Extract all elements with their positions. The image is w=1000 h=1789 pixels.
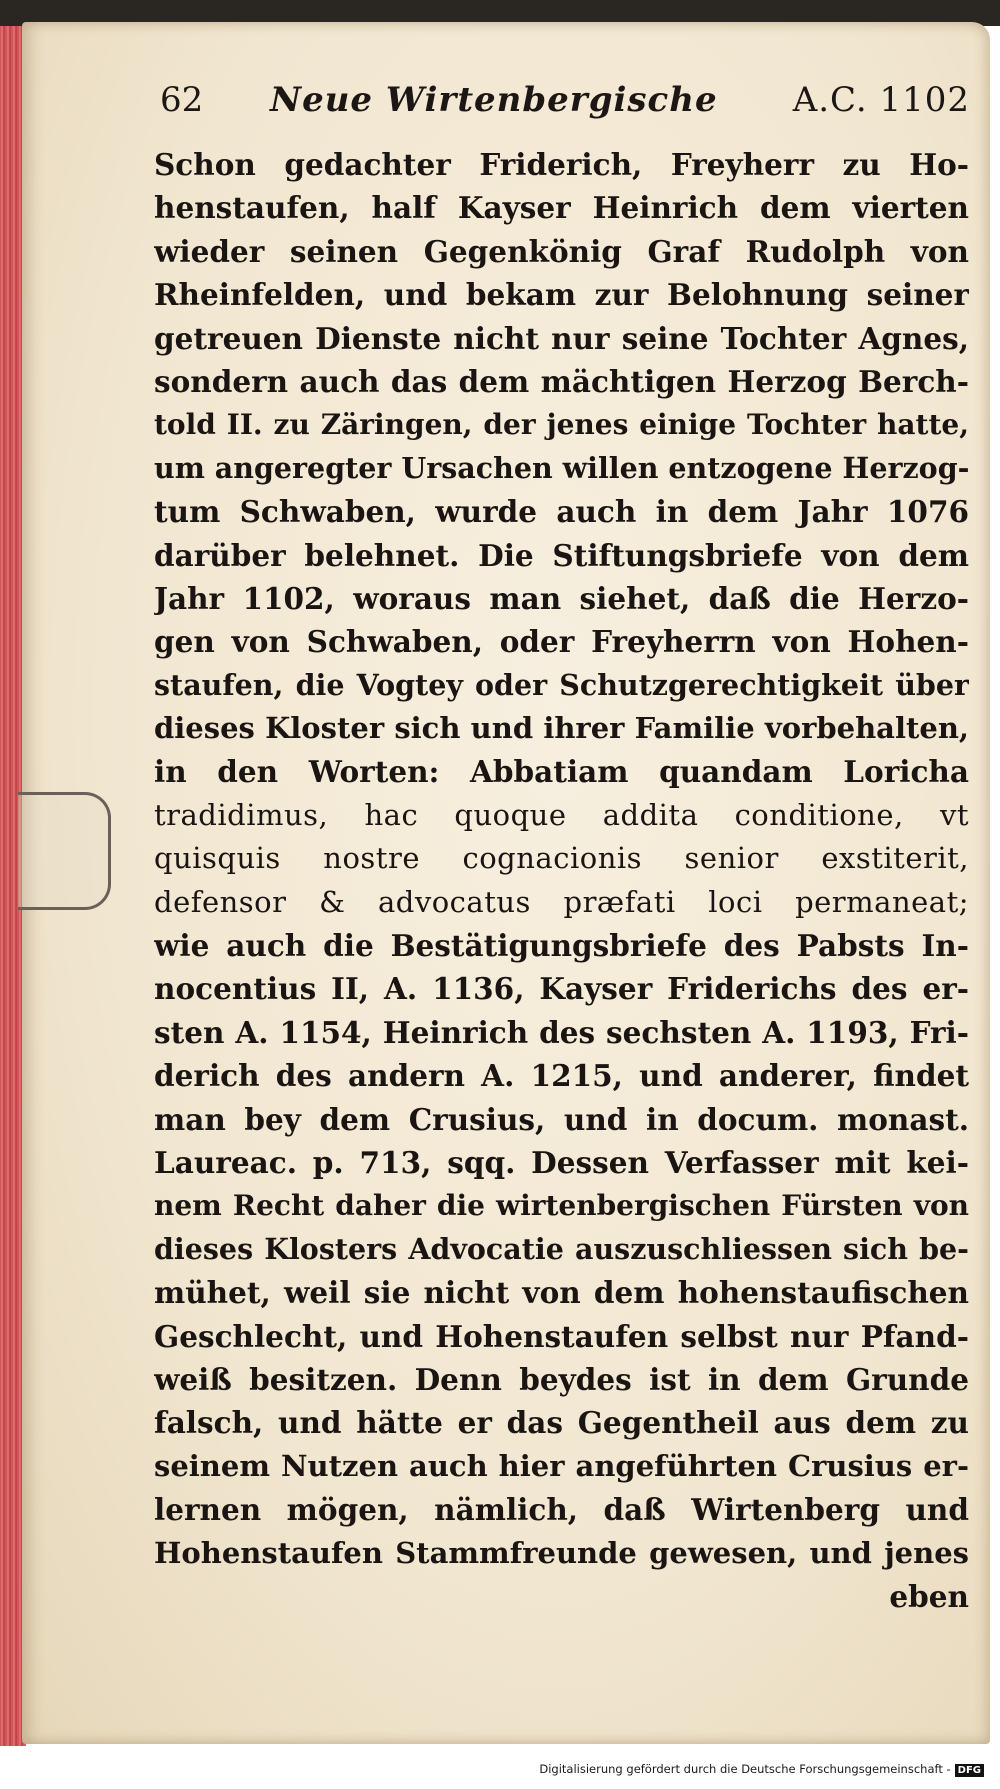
header-year: A.C. 1102 [792,80,970,120]
text-line: darüber belehnet. Die Stiftungsbriefe von dem [154,537,969,573]
book-clasp [18,792,111,910]
text-line: sten A. 1154, Heinrich des sechsten A. 1193, Fri- [154,1014,969,1050]
text-line: Schon gedachter Friderich, Freyherr zu Ho- [154,147,969,182]
text-line: wie auch die Bestätigungsbriefe des Pabsts In- [154,928,969,964]
text-line: Jahr 1102, woraus man siehet, daß die Herzo- [154,580,969,616]
dfg-logo: DFG [955,1764,984,1777]
text-line: tum Schwaben, wurde auch in dem Jahr 1076 [154,494,969,530]
text-line: dieses Klosters Advocatie auszuschliessen sich be- [154,1231,969,1266]
text-line: henstaufen, half Kayser Heinrich dem vierten [154,190,969,226]
digitization-credit [539,1762,984,1777]
credit-text: Digitalisierung gefördert durch die Deutsche Forschungsgemeinschaft - [539,1762,951,1776]
text-line: told II. zu Zäringen, der jenes einige Tochter hatte, [154,408,969,442]
body-text [154,143,969,1618]
text-line: weiß besitzen. Denn beydes ist in dem Grunde [154,1361,969,1397]
text-line: gen von Schwaben, oder Freyherrn von Hohen- [154,624,969,660]
text-line: nem Recht daher die wirtenbergischen Fürsten von [154,1189,969,1223]
catchword: eben [889,1578,969,1614]
text-line: man bey dem Crusius, und in docum. monast. [154,1101,969,1137]
text-line: staufen, die Vogtey oder Schutzgerechtigkeit über [154,667,969,702]
latin-quote-line: tradidimus, hac quoque addita conditione, vt [154,797,969,832]
text-line: sondern auch das dem mächtigen Herzog Berch- [154,363,969,399]
text-line: Geschlecht, und Hohenstaufen selbst nur Pfand- [154,1318,969,1354]
page-header [160,80,970,130]
text-line: Laureac. p. 713, sqq. Dessen Verfasser mit kei- [154,1144,969,1180]
text-line: in den Worten: Abbatiam quandam Loricha [154,754,969,790]
latin-quote-line: quisquis nostre cognacionis senior exstiterit, [154,841,969,876]
text-line: Rheinfelden, und bekam zur Belohnung seiner [154,277,969,313]
text-line: lernen mögen, nämlich, daß Wirtenberg und [154,1492,969,1528]
text-line: mühet, weil sie nicht von dem hohenstaufischen [154,1275,969,1311]
text-line: wieder seinen Gegenkönig Graf Rudolph von [154,233,969,269]
running-title: Neue Wirtenbergische [270,80,718,120]
text-line: dieses Kloster sich und ihrer Familie vorbehalten, [154,711,969,746]
text-line: seinem Nutzen auch hier angeführten Crusius er- [154,1448,969,1483]
text-line: falsch, und hätte er das Gegentheil aus dem zu [154,1405,969,1441]
text-line: getreuen Dienste nicht nur seine Tochter Agnes, [154,320,969,356]
text-line: Hohenstaufen Stammfreunde gewesen, und jenes [154,1535,969,1570]
page-number: 62 [160,80,204,120]
latin-quote-line: defensor & advocatus præfati loci permaneat; [154,884,969,919]
text-line: nocentius II, A. 1136, Kayser Friderichs des er- [154,971,969,1007]
text-line: um angeregter Ursachen willen entzogene Herzog- [154,450,969,485]
text-line: derich des andern A. 1215, und anderer, findet [154,1058,969,1094]
